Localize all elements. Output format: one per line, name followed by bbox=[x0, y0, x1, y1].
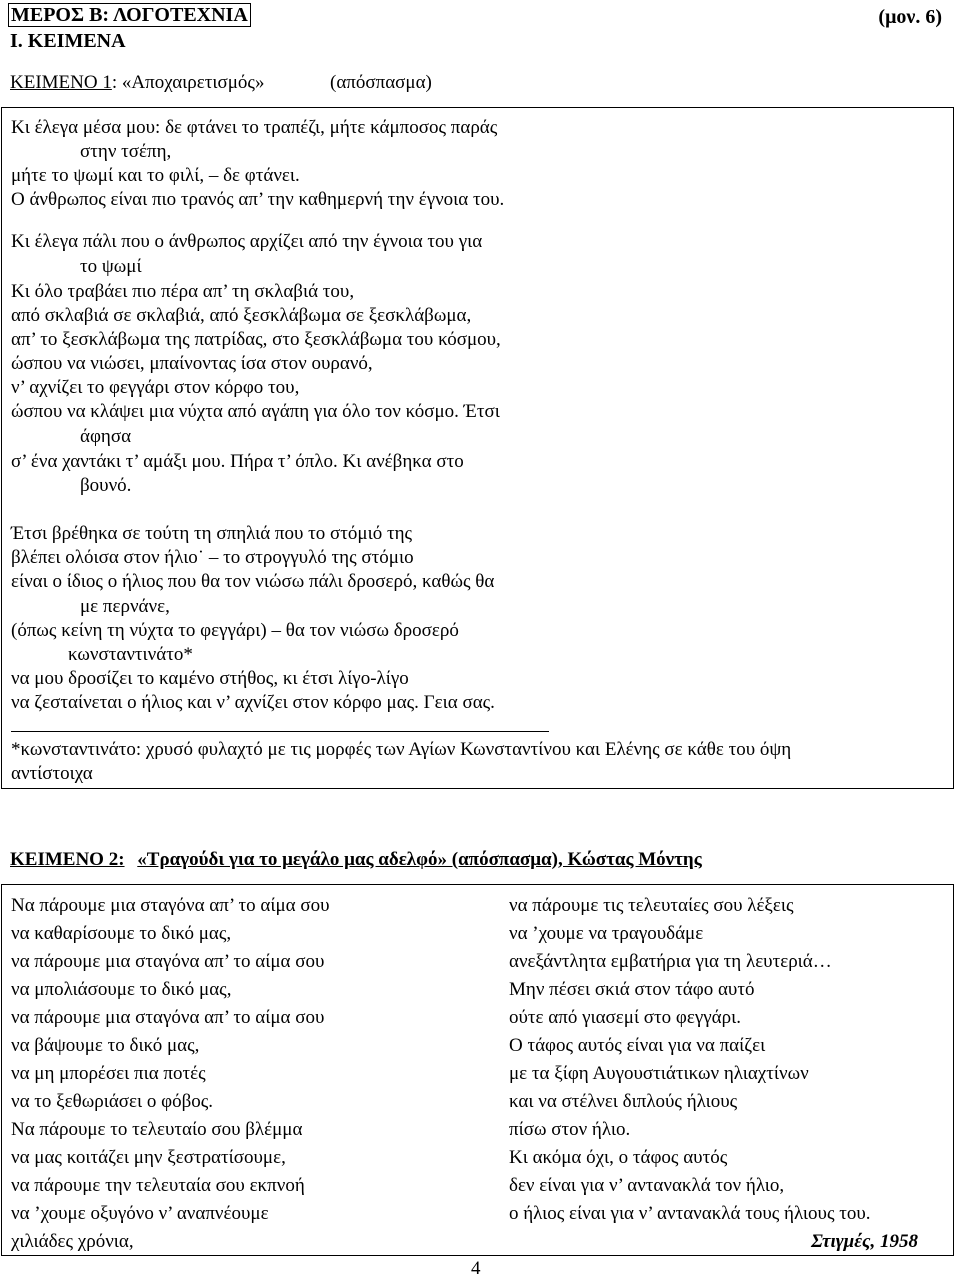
poem1-line: το ψωμί bbox=[80, 256, 142, 277]
poem2-left-line: να βάψουμε το δικό μας, bbox=[11, 1035, 200, 1056]
poem1-line: είναι ο ίδιος ο ήλιος που θα τον νιώσω πάλι δροσερό, καθώς θα bbox=[11, 571, 495, 592]
poem1-line: βλέπει ολόισα στον ήλιο˙ – το στρογγυλό της στόμιο bbox=[11, 547, 414, 568]
poem1-line: από σκλαβιά σε σκλαβιά, από ξεσκλάβωμα σε ξεσκλάβωμα, bbox=[11, 305, 472, 326]
poem1-line: να ζεσταίνεται ο ήλιος και ν’ αχνίζει στον κόρφο μας. Γεια σας. bbox=[11, 692, 495, 713]
poem2-left-line: να πάρουμε μια σταγόνα απ’ το αίμα σου bbox=[11, 951, 325, 972]
poem2-left-line: να μη μπορέσει πια ποτές bbox=[11, 1063, 206, 1084]
poem2-left-line: χιλιάδες χρόνια, bbox=[11, 1231, 134, 1252]
poem2-right-line: δεν είναι για ν’ αντανακλά τον ήλιο, bbox=[509, 1175, 785, 1196]
poem1-line: ώσπου να νιώσει, μπαίνοντας ίσα στον ουρανό, bbox=[11, 353, 373, 374]
text2-title: «Τραγούδι για το μεγάλο μας αδελφό» (απόσπασμα), Κώστας Μόντης bbox=[137, 849, 702, 870]
text1-title: : «Αποχαιρετισμός» bbox=[111, 72, 265, 93]
poem1-line: σ’ ένα χαντάκι τ’ αμάξι μου. Πήρα τ’ όπλο. Κι ανέβηκα στο bbox=[11, 451, 464, 472]
poem2-right-line: με τα ξίφη Αυγουστιάτικων ηλιαχτίνων bbox=[509, 1063, 809, 1084]
poem2-signature: Στιγμές, 1958 bbox=[811, 1231, 918, 1252]
poem1-line: να μου δροσίζει το καμένο στήθος, κι έτσι λίγο-λίγο bbox=[11, 668, 409, 689]
poem2-left-line: να πάρουμε μια σταγόνα απ’ το αίμα σου bbox=[11, 1007, 325, 1028]
poem1-line: μήτε το ψωμί και το φιλί, – δε φτάνει. bbox=[11, 165, 300, 186]
poem2-right-line: ανεξάντλητα εμβατήρια για τη λευτεριά… bbox=[509, 951, 832, 972]
text2-heading bbox=[10, 849, 702, 871]
poem2-right-line: Μην πέσει σκιά στον τάφο αυτό bbox=[509, 979, 755, 1000]
poem1-line: (όπως κείνη τη νύχτα το φεγγάρι) – θα τον νιώσω δροσερό bbox=[11, 620, 459, 641]
poem2-left-line: Να πάρουμε μια σταγόνα απ’ το αίμα σου bbox=[11, 895, 330, 916]
poem1-line: Έτσι βρέθηκα σε τούτη τη σπηλιά που το στόμιό της bbox=[11, 523, 413, 544]
poem2-left-line: Να πάρουμε το τελευταίο σου βλέμμα bbox=[11, 1119, 303, 1140]
poem2-right-line: πίσω στον ήλιο. bbox=[509, 1119, 631, 1140]
footnote-text: *κωνσταντινάτο: χρυσό φυλαχτό με τις μορφές των Αγίων Κωνσταντίνου και Ελένης σε κάθε του όψη bbox=[11, 739, 792, 760]
poem1-line: απ’ το ξεσκλάβωμα της πατρίδας, στο ξεσκλάβωμα του κόσμου, bbox=[11, 329, 501, 350]
page-number: 4 bbox=[471, 1258, 481, 1279]
footnote-text-continued: αντίστοιχα bbox=[11, 763, 93, 784]
poem2-left-line: να πάρουμε την τελευταία σου εκπνοή bbox=[11, 1175, 305, 1196]
poem1-line: με περνάνε, bbox=[80, 596, 170, 617]
poem2-left-line: να μας κοιτάζει μην ξεστρατίσουμε, bbox=[11, 1147, 286, 1168]
poem1-line: στην τσέπη, bbox=[80, 141, 172, 162]
poem1-line: Ο άνθρωπος είναι πιο τρανός απ’ την καθημερνή την έγνοια του. bbox=[11, 189, 505, 210]
poem1-line: βουνό. bbox=[80, 475, 132, 496]
text1-heading bbox=[10, 72, 264, 94]
poem1-line: ώσπου να κλάψει μια νύχτα από αγάπη για όλο τον κόσμο. Έτσι bbox=[11, 401, 500, 422]
poem1-line: Κι έλεγα πάλι που ο άνθρωπος αρχίζει από την έγνοια του για bbox=[11, 231, 483, 252]
poem2-left-line: να το ξεθωριάσει ο φόβος. bbox=[11, 1091, 214, 1112]
poem1-line: κωνσταντινάτο* bbox=[68, 644, 193, 665]
poem2-right-line: Κι ακόμα όχι, ο τάφος αυτός bbox=[509, 1147, 728, 1168]
poem2-left-line: να καθαρίσουμε το δικό μας, bbox=[11, 923, 232, 944]
poem2-right-line: ούτε από γιασεμί στο φεγγάρι. bbox=[509, 1007, 741, 1028]
poem2-right-line: Ο τάφος αυτός είναι για να παίζει bbox=[509, 1035, 766, 1056]
text1-label: ΚΕΙΜΕΝΟ 1 bbox=[10, 72, 112, 93]
poem2-right-line: να πάρουμε τις τελευταίες σου λέξεις bbox=[509, 895, 794, 916]
footnote-separator bbox=[11, 731, 549, 732]
section-title: ΜΕΡΟΣ Β: ΛΟΓΟΤΕΧΝΙΑ bbox=[8, 3, 251, 27]
subsection-title: Ι. ΚΕΙΜΕΝΑ bbox=[10, 30, 126, 52]
poem2-left-line: να ’χουμε οξυγόνο ν’ αναπνέουμε bbox=[11, 1203, 269, 1224]
poem1-line: Κι έλεγα μέσα μου: δε φτάνει το τραπέζι, μήτε κάμποσος παράς bbox=[11, 117, 498, 138]
poem2-right-line: και να στέλνει διπλούς ήλιους bbox=[509, 1091, 738, 1112]
text2-label: ΚΕΙΜΕΝΟ 2: bbox=[10, 849, 125, 870]
poem2-left-line: να μπολιάσουμε το δικό μας, bbox=[11, 979, 232, 1000]
points-label: (μον. 6) bbox=[878, 6, 942, 28]
poem2-right-line: ο ήλιος είναι για ν’ αντανακλά τους ήλιους του. bbox=[509, 1203, 871, 1224]
poem1-line: άφησα bbox=[80, 426, 132, 447]
text1-note: (απόσπασμα) bbox=[330, 72, 432, 93]
poem1-line: Κι όλο τραβάει πιο πέρα απ’ τη σκλαβιά του, bbox=[11, 281, 355, 302]
poem2-right-line: να ’χουμε να τραγουδάμε bbox=[509, 923, 704, 944]
poem1-line: ν’ αχνίζει το φεγγάρι στον κόρφο του, bbox=[11, 377, 300, 398]
